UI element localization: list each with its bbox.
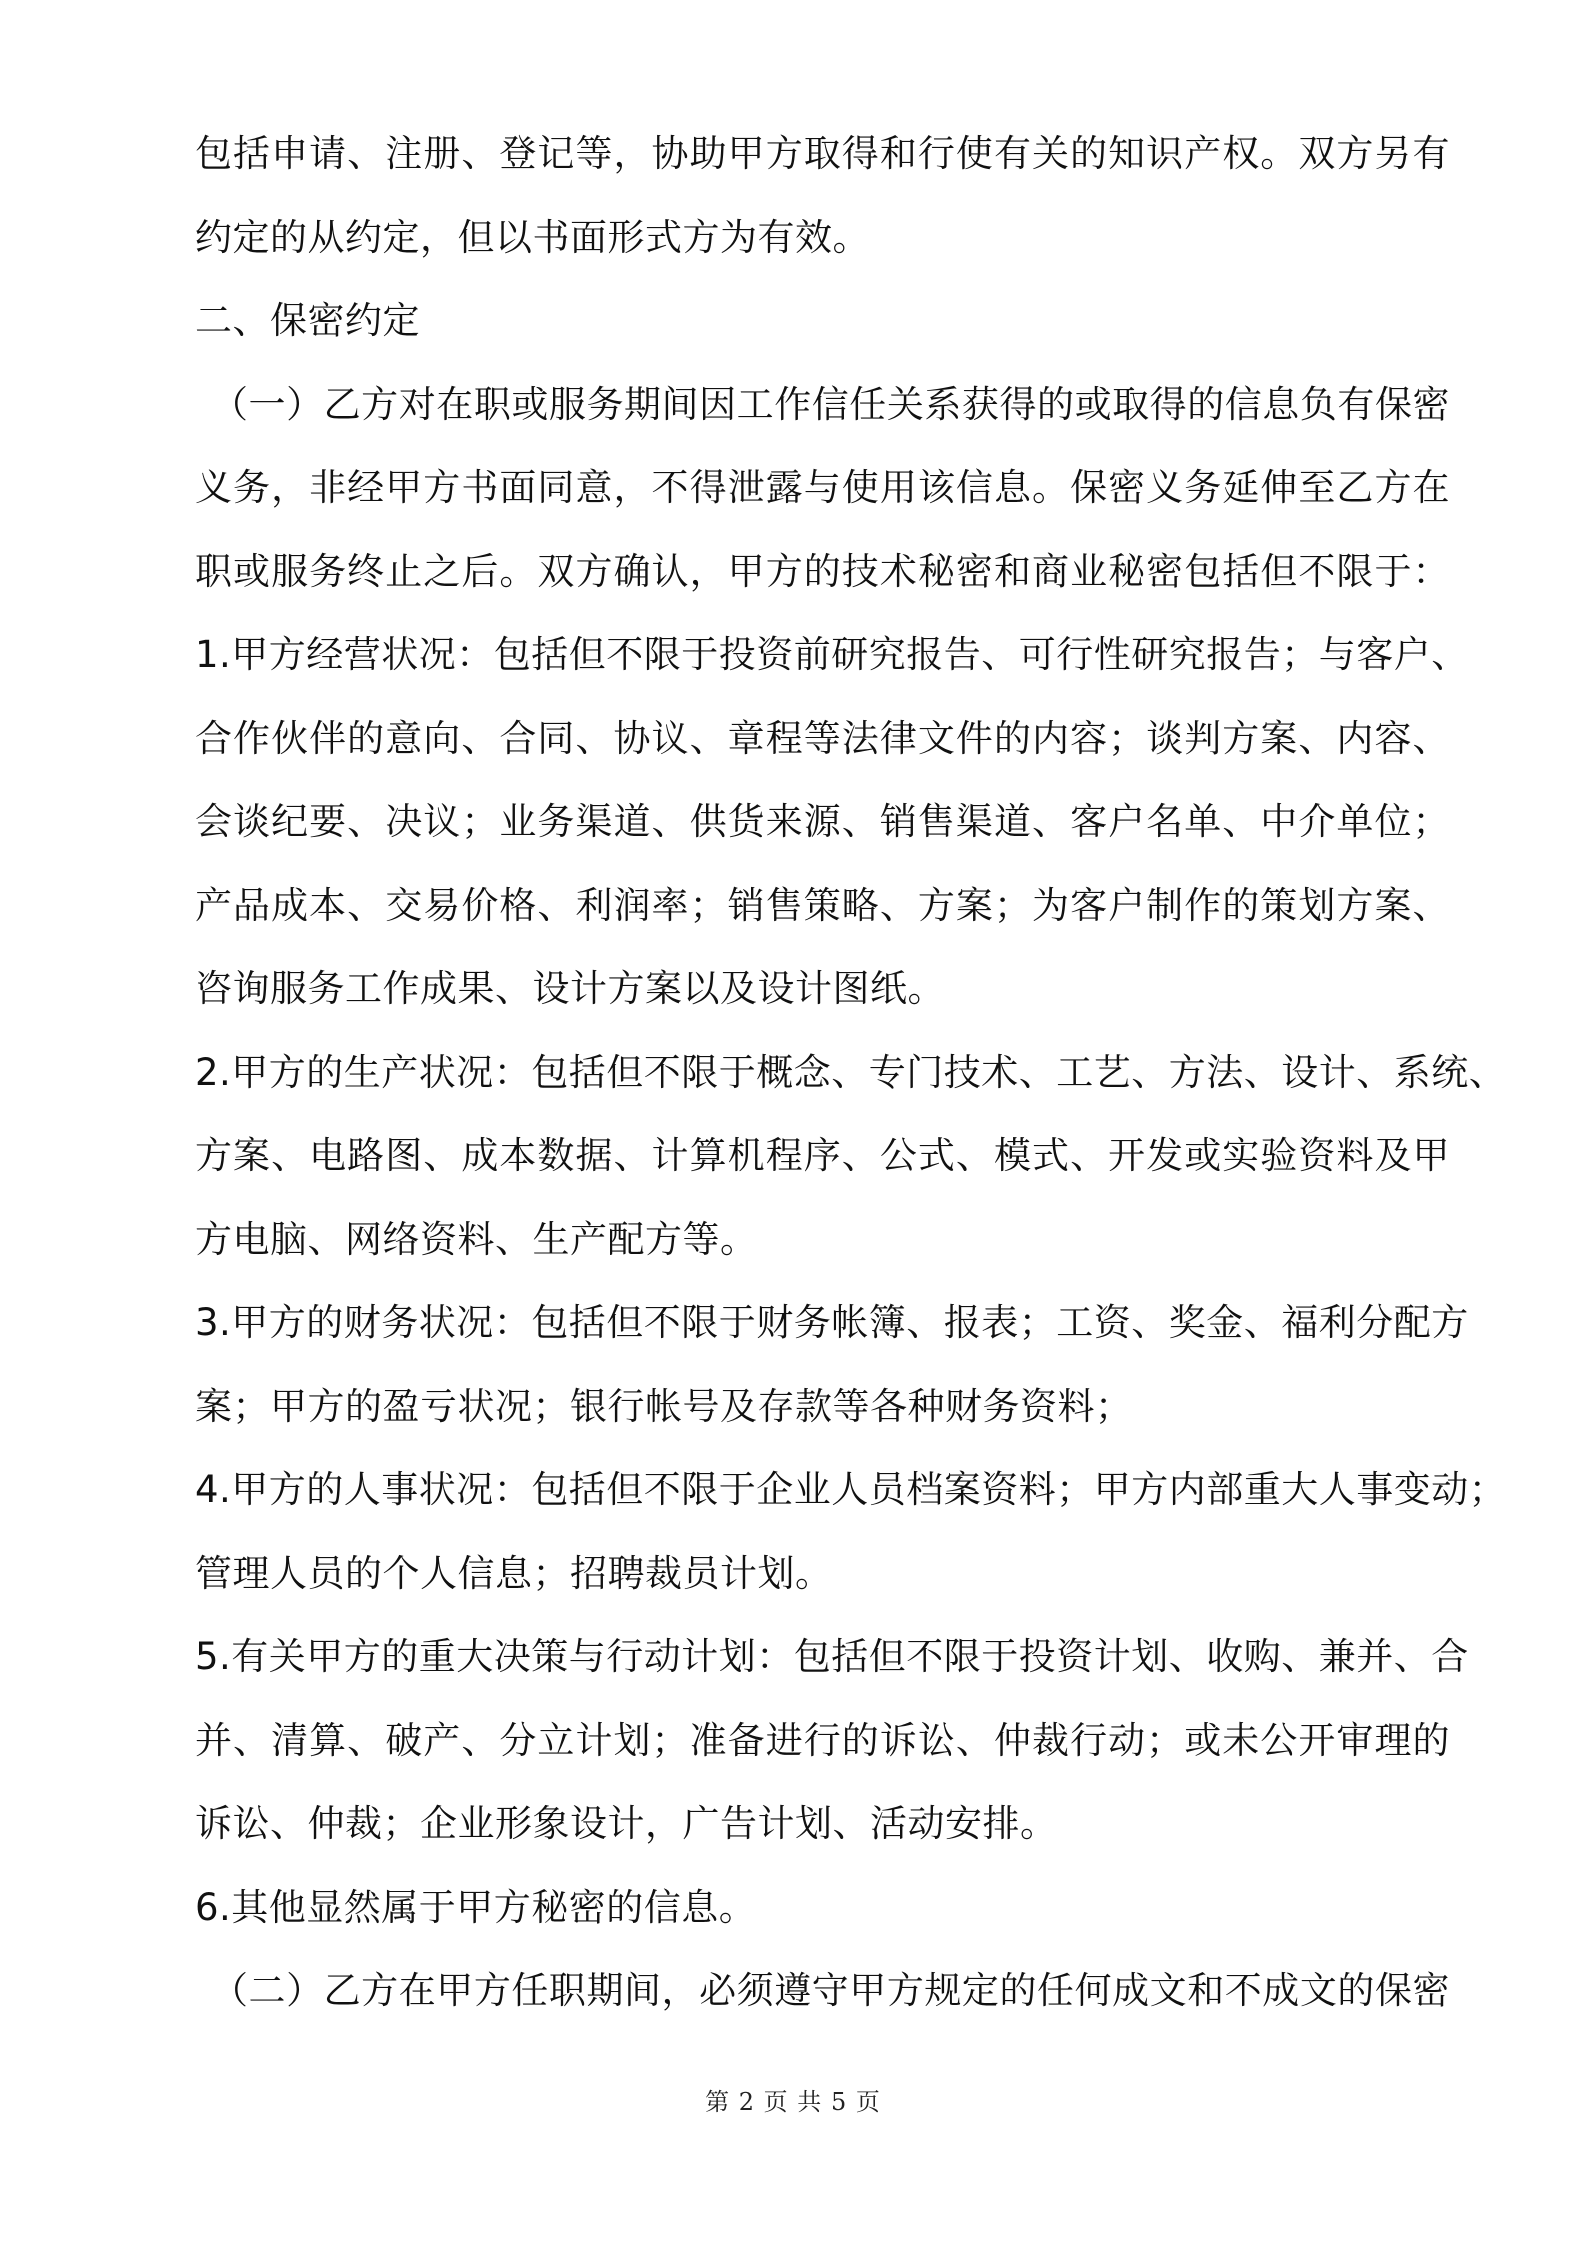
text-line: 包括申请、注册、登记等，协助甲方取得和行使有关的知识产权。双方另有 [195,132,1450,175]
text-line: 咨询服务工作成果、设计方案以及设计图纸。 [195,967,945,1010]
text-line: 诉讼、仲裁；企业形象设计，广告计划、活动安排。 [195,1802,1058,1845]
text-line: 5.有关甲方的重大决策与行动计划：包括但不限于投资计划、收购、兼并、合 [195,1635,1469,1678]
text-line: 管理人员的个人信息；招聘裁员计划。 [195,1551,833,1595]
text-line: 会谈纪要、决议；业务渠道、供货来源、销售渠道、客户名单、中介单位； [195,800,1450,843]
section-heading: 二、保密约定 [195,299,420,342]
text-line: 合作伙伴的意向、合同、协议、章程等法律文件的内容；谈判方案、内容、 [195,716,1450,760]
text-line: 约定的从约定，但以书面形式方为有效。 [195,215,870,259]
document-body [195,112,1507,2033]
text-line: 义务，非经甲方书面同意，不得泄露与使用该信息。保密义务延伸至乙方在 [195,466,1450,509]
text-line: 2.甲方的生产状况：包括但不限于概念、专门技术、工艺、方法、设计、系统、 [195,1050,1507,1094]
text-line: 职或服务终止之后。双方确认，甲方的技术秘密和商业秘密包括但不限于： [195,549,1450,593]
text-line: 3.甲方的财务状况：包括但不限于财务帐簿、报表；工资、奖金、福利分配方 [195,1301,1469,1344]
text-line: 1.甲方经营状况：包括但不限于投资前研究报告、可行性研究报告；与客户、 [195,633,1469,676]
text-line: （一）乙方对在职或服务期间因工作信任关系获得的或取得的信息负有保密 [211,382,1450,426]
text-line: 4.甲方的人事状况：包括但不限于企业人员档案资料；甲方内部重大人事变动； [195,1468,1507,1511]
text-line: 方案、电路图、成本数据、计算机程序、公式、模式、开发或实验资料及甲 [195,1134,1450,1177]
text-line: 方电脑、网络资料、生产配方等。 [195,1217,758,1261]
text-line: （二）乙方在甲方任职期间，必须遵守甲方规定的任何成文和不成文的保密 [211,1969,1450,2012]
text-line: 并、清算、破产、分立计划；准备进行的诉讼、仲裁行动；或未公开审理的 [195,1718,1450,1762]
page-number-footer: 第 2 页 共 5 页 [705,2088,881,2116]
text-line: 案；甲方的盈亏状况；银行帐号及存款等各种财务资料； [195,1384,1133,1428]
text-line: 6.其他显然属于甲方秘密的信息。 [195,1885,757,1929]
text-line: 产品成本、交易价格、利润率；销售策略、方案；为客户制作的策划方案、 [195,883,1450,927]
